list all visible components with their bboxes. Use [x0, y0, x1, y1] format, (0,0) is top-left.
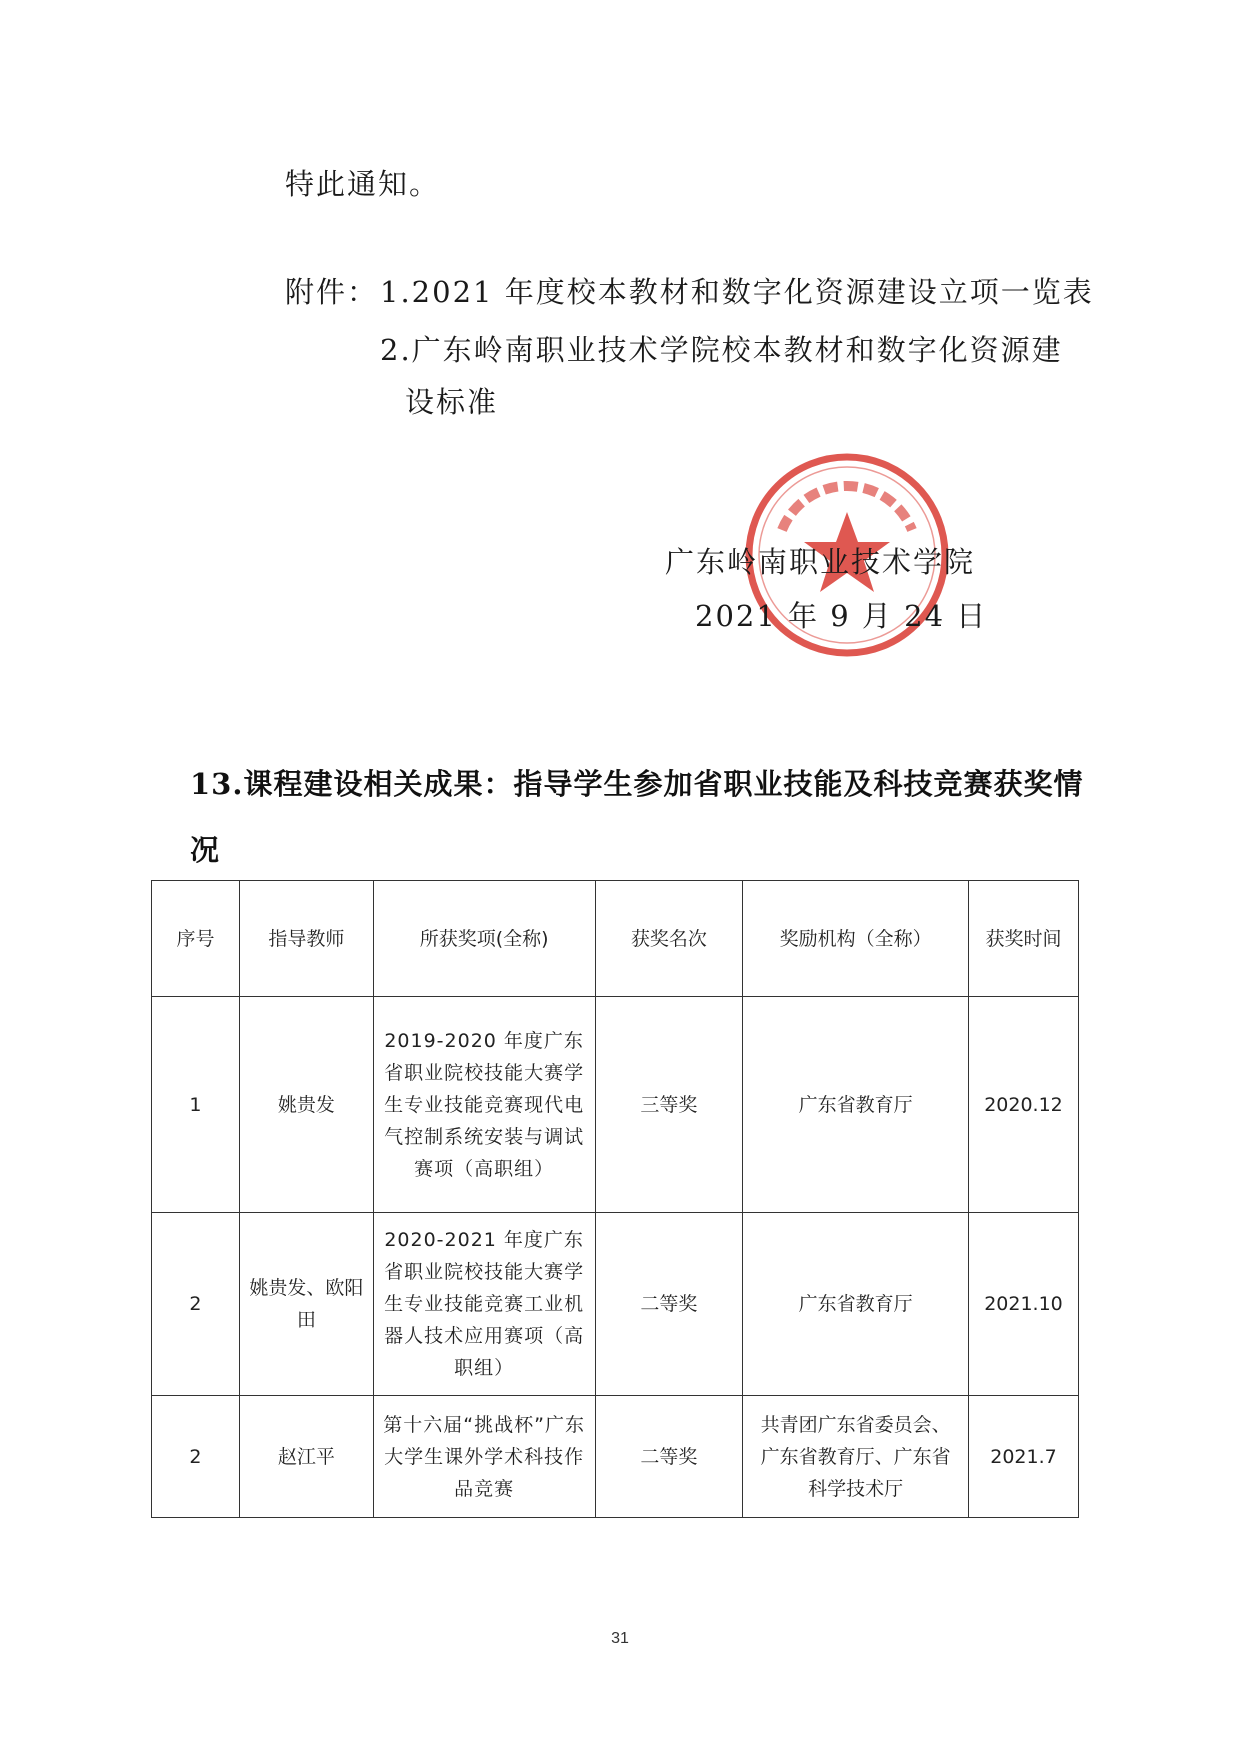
table-row: [152, 1396, 1079, 1518]
cell-rank: 二等奖: [595, 1213, 743, 1396]
cell-org: 广东省教育厅: [743, 1213, 969, 1396]
table-header-row: [152, 881, 1079, 997]
table-row: [152, 997, 1079, 1213]
cell-project: [373, 1213, 595, 1396]
section-heading-continued: 况: [190, 833, 221, 867]
cell-teacher: 姚贵发、欧阳田: [239, 1213, 373, 1396]
issue-date: 2021 年 9 月 24 日: [695, 599, 988, 633]
cell-org: 共青团广东省委员会、广东省教育厅、广东省科学技术厅: [743, 1396, 969, 1518]
cell-time: 2020.12: [968, 997, 1078, 1213]
section-heading: 13.课程建设相关成果：指导学生参加省职业技能及科技竞赛获奖情: [190, 767, 1084, 801]
closing-line: 特此通知。: [285, 167, 441, 201]
attachments-label: 附件：: [285, 275, 379, 309]
issuer-name: 广东岭南职业技术学院: [665, 545, 976, 579]
cell-no: 1: [152, 997, 240, 1213]
header-project: 所获奖项(全称): [373, 881, 595, 997]
scanned-notice: [0, 0, 1240, 700]
table-row: [152, 1213, 1079, 1396]
page-number: 31: [611, 1630, 629, 1647]
cell-time: 2021.10: [968, 1213, 1078, 1396]
header-teacher: 指导教师: [239, 881, 373, 997]
cell-time: 2021.7: [968, 1396, 1078, 1518]
cell-project: [373, 1396, 595, 1518]
cell-project-text: 2019-2020 年度广东省职业院校技能大赛学生专业技能竞赛现代电气控制系统安装与调试赛项（高职组）: [384, 1029, 585, 1180]
header-rank: 获奖名次: [595, 881, 743, 997]
awards-table: [151, 880, 1079, 1518]
cell-project-text: 第十六届“挑战杯”广东大学生课外学术科技作品竞赛: [383, 1413, 585, 1500]
cell-project: [373, 997, 595, 1213]
attachment-item-2-continued: 设标准: [405, 385, 499, 419]
header-org: 奖励机构（全称）: [743, 881, 969, 997]
header-no: 序号: [152, 881, 240, 997]
attachment-item-2: 2.广东岭南职业技术学院校本教材和数字化资源建: [380, 333, 1063, 367]
cell-no: 2: [152, 1396, 240, 1518]
cell-rank: 二等奖: [595, 1396, 743, 1518]
cell-org: 广东省教育厅: [743, 997, 969, 1213]
cell-rank: 三等奖: [595, 997, 743, 1213]
cell-teacher: 姚贵发: [239, 997, 373, 1213]
cell-project-text: 2020-2021 年度广东省职业院校技能大赛学生专业技能竞赛工业机器人技术应用赛项（高职组）: [384, 1229, 585, 1379]
cell-no: 2: [152, 1213, 240, 1396]
attachment-item-1: 1.2021 年度校本教材和数字化资源建设立项一览表: [380, 275, 1094, 309]
cell-teacher: 赵江平: [239, 1396, 373, 1518]
header-time: 获奖时间: [968, 881, 1078, 997]
